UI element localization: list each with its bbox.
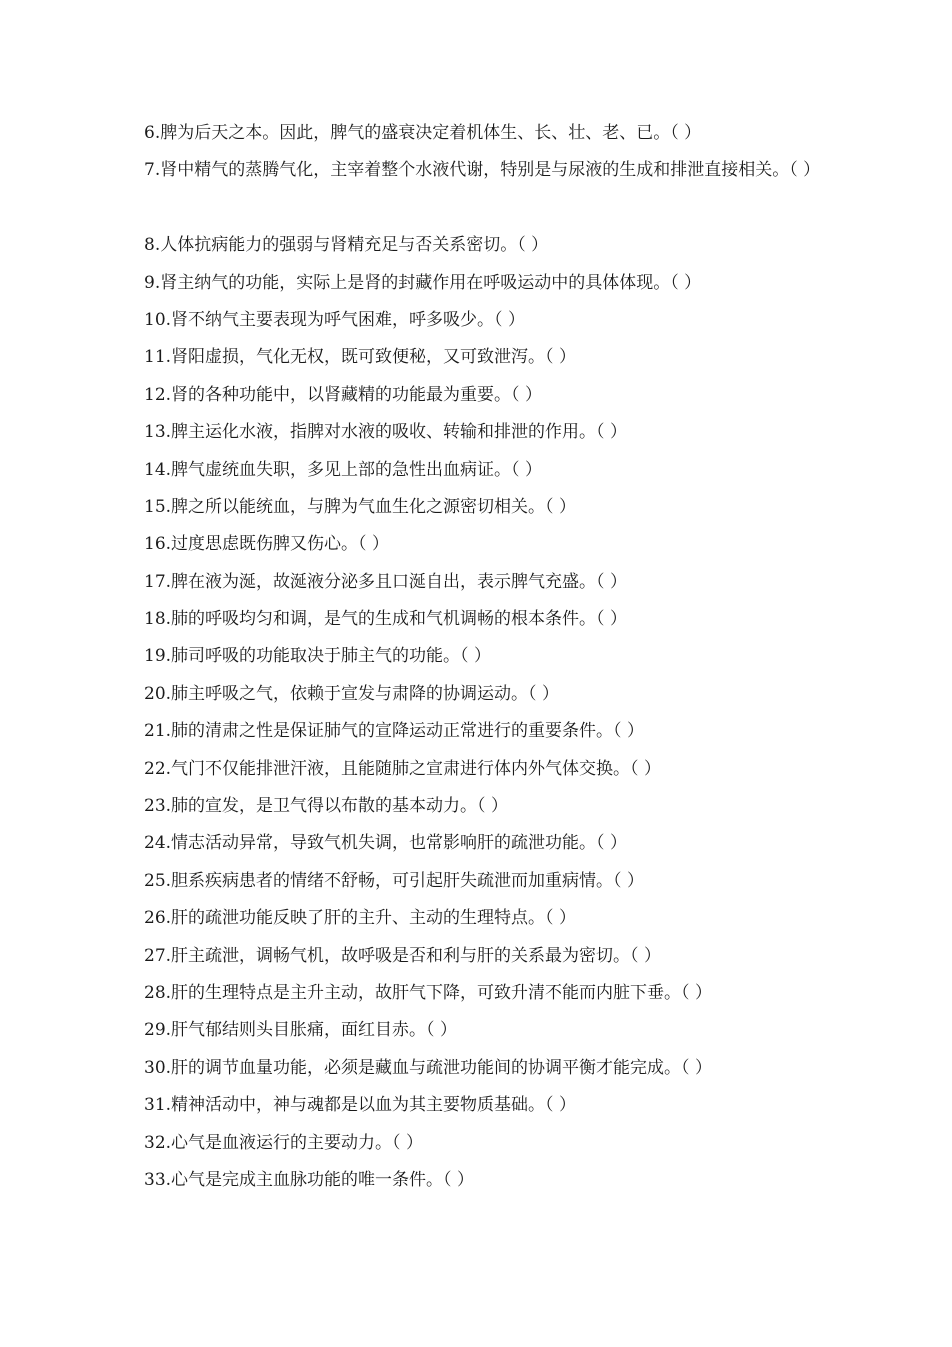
question-item: 21.肺的清肃之性是保证肺气的宣降运动正常进行的重要条件。（ ） <box>144 721 644 742</box>
question-item: 29.肝气郁结则头目胀痛，面红目赤。（ ） <box>144 1020 457 1041</box>
question-item: 8.人体抗病能力的强弱与肾精充足与否关系密切。（ ） <box>144 235 549 256</box>
question-item: 32.心气是血液运行的主要动力。（ ） <box>144 1132 423 1153</box>
question-list <box>144 115 824 1199</box>
question-item: 12.肾的各种功能中，以肾藏精的功能最为重要。（ ） <box>144 384 542 405</box>
question-item: 7.肾中精气的蒸腾气化，主宰着整个水液代谢，特别是与尿液的生成和排泄直接相关。（ ） <box>144 160 821 181</box>
question-item: 6.脾为后天之本。因此，脾气的盛衰决定着机体生、长、壮、老、已。（ ） <box>144 123 702 143</box>
question-item: 33.心气是完成主血脉功能的唯一条件。（ ） <box>144 1169 474 1190</box>
question-item: 14.脾气虚统血失职，多见上部的急性出血病证。（ ） <box>144 459 542 480</box>
question-item: 20.肺主呼吸之气，依赖于宣发与肃降的协调运动。（ ） <box>144 683 559 704</box>
question-item: 30.肝的调节血量功能，必须是藏血与疏泄功能间的协调平衡才能完成。（ ） <box>144 1057 712 1078</box>
question-item: 23.肺的宣发，是卫气得以布散的基本动力。（ ） <box>144 796 508 817</box>
question-item: 10.肾不纳气主要表现为呼气困难，呼多吸少。（ ） <box>144 309 525 330</box>
question-item: 16.过度思虑既伤脾又伤心。（ ） <box>144 534 389 555</box>
question-item: 31.精神活动中，神与魂都是以血为其主要物质基础。（ ） <box>144 1095 576 1116</box>
question-item: 26.肝的疏泄功能反映了肝的主升、主动的生理特点。（ ） <box>144 908 576 929</box>
question-item: 27.肝主疏泄，调畅气机，故呼吸是否和利与肝的关系最为密切。（ ） <box>144 945 661 966</box>
question-item: 9.肾主纳气的功能，实际上是肾的封藏作用在呼吸运动中的具体体现。（ ） <box>144 272 702 293</box>
question-item: 19.肺司呼吸的功能取决于肺主气的功能。（ ） <box>144 646 491 667</box>
question-item: 15.脾之所以能统血，与脾为气血生化之源密切相关。（ ） <box>144 496 576 517</box>
question-item: 13.脾主运化水液，指脾对水液的吸收、转输和排泄的作用。（ ） <box>144 422 627 443</box>
question-item: 22.气门不仅能排泄汗液，且能随肺之宣肃进行体内外气体交换。（ ） <box>144 758 661 779</box>
question-item: 17.脾在液为涎，故涎液分泌多且口涎自出，表示脾气充盛。（ ） <box>144 571 627 592</box>
question-item: 11.肾阳虚损，气化无权，既可致便秘，又可致泄泻。（ ） <box>144 347 576 368</box>
question-item: 25.胆系疾病患者的情绪不舒畅，可引起肝失疏泄而加重病情。（ ） <box>144 870 644 891</box>
question-item: 18.肺的呼吸均匀和调，是气的生成和气机调畅的根本条件。（ ） <box>144 609 627 630</box>
question-item: 28.肝的生理特点是主升主动，故肝气下降，可致升清不能而内脏下垂。（ ） <box>144 983 712 1003</box>
question-item: 24.情志活动异常，导致气机失调，也常影响肝的疏泄功能。（ ） <box>144 833 627 854</box>
